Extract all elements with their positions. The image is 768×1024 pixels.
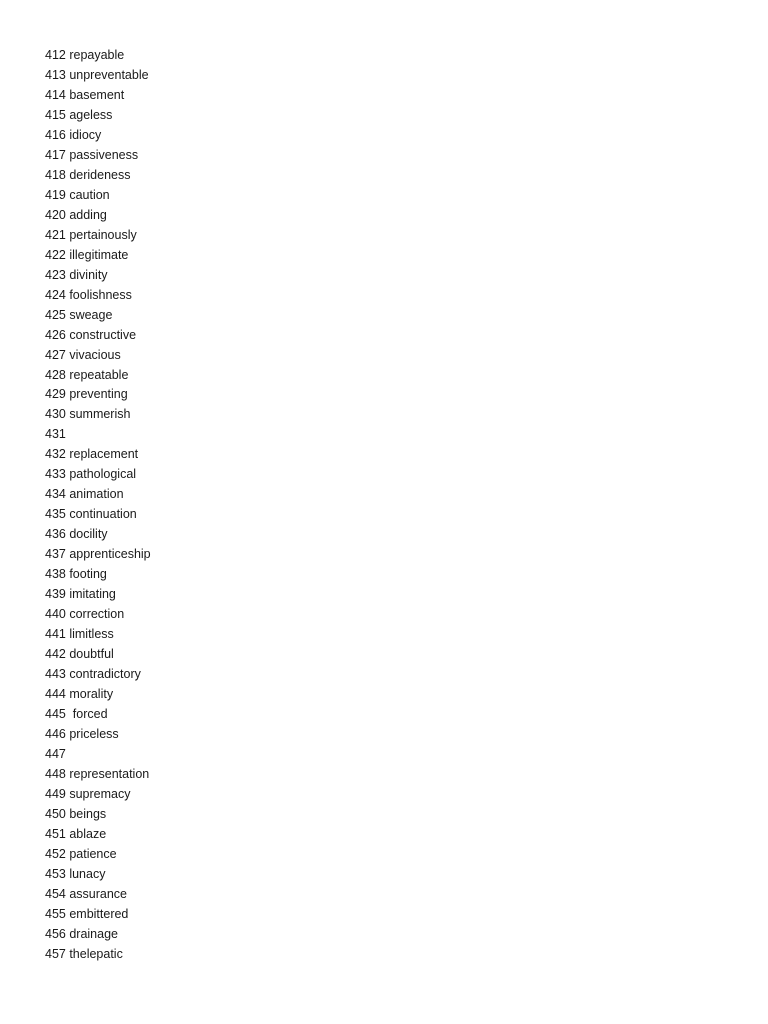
list-item: 448 representation: [45, 766, 150, 781]
list-item: 443 contradictory: [45, 667, 141, 682]
list-item: 446 priceless: [45, 726, 119, 741]
list-item: 422 illegitimate: [45, 247, 129, 262]
list-item: 412 repayable: [45, 48, 125, 62]
list-item: 418 derideness: [45, 167, 131, 182]
list-item: 423 divinity: [45, 267, 108, 282]
list-item: 450 beings: [45, 806, 107, 821]
list-item: 432 replacement: [45, 447, 139, 462]
list-item: 453 lunacy: [45, 866, 106, 881]
list-item: 416 idiocy: [45, 127, 102, 142]
list-item: 429 preventing: [45, 387, 128, 402]
list-item: 425 sweage: [45, 307, 113, 322]
list-item: 436 docility: [45, 527, 108, 542]
list-item: 427 vivacious: [45, 347, 121, 362]
list-item: 435 continuation: [45, 507, 137, 522]
list-item: 452 patience: [45, 846, 117, 861]
list-item: 420 adding: [45, 207, 107, 222]
list-item: 431: [45, 427, 66, 442]
list-item: 449 supremacy: [45, 786, 131, 801]
list-item: 421 pertainously: [45, 227, 137, 242]
list-item: 419 caution: [45, 187, 110, 202]
list-item: 428 repeatable: [45, 367, 129, 382]
list-item: 437 apprenticeship: [45, 547, 151, 562]
list-item: 442 doubtful: [45, 647, 114, 662]
numbered-word-list: [45, 46, 151, 965]
list-item: 440 correction: [45, 607, 125, 622]
list-item: 455 embittered: [45, 906, 129, 921]
list-item: 438 footing: [45, 567, 107, 582]
list-item: 426 constructive: [45, 327, 137, 342]
list-item: 414 basement: [45, 87, 125, 102]
list-item: 415 ageless: [45, 107, 113, 122]
list-item: 433 pathological: [45, 467, 137, 482]
list-item: 434 animation: [45, 487, 124, 502]
list-item: 447: [45, 746, 66, 761]
list-item: 430 summerish: [45, 407, 131, 422]
list-item: 439 imitating: [45, 587, 116, 602]
list-item: 456 drainage: [45, 926, 118, 941]
list-item: 441 limitless: [45, 627, 114, 642]
list-item: 444 morality: [45, 687, 114, 701]
list-item: 445 forced: [45, 706, 108, 721]
list-item: 451 ablaze: [45, 826, 107, 841]
list-item: 413 unpreventable: [45, 67, 149, 82]
list-item: 457 thelepatic: [45, 946, 123, 961]
list-item: 454 assurance: [45, 886, 128, 901]
list-item: 424 foolishness: [45, 287, 132, 302]
list-item: 417 passiveness: [45, 147, 139, 162]
